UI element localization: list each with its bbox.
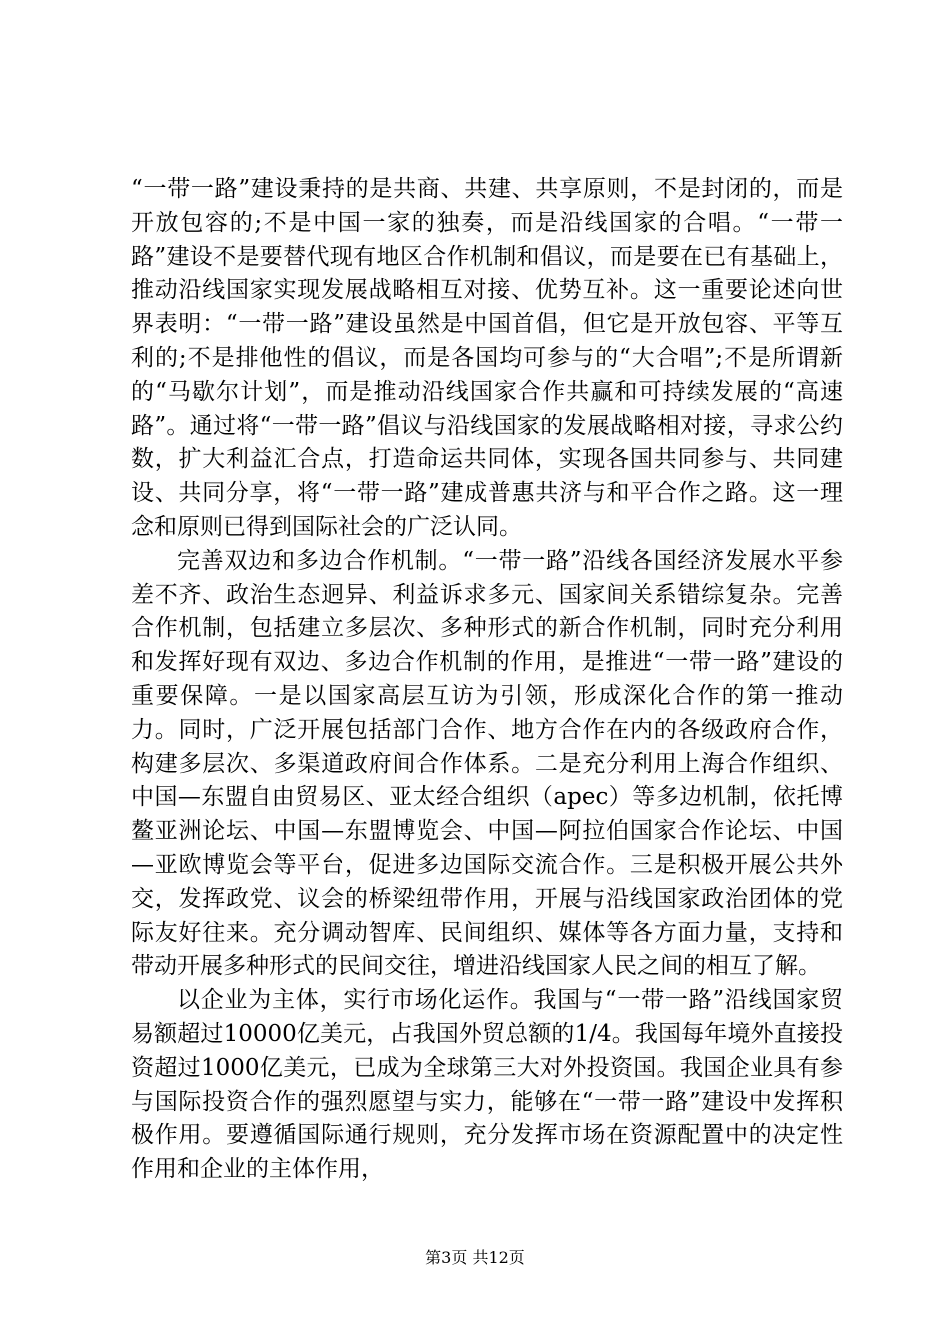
paragraph-enterprise-market: 以企业为主体，实行市场化运作。我国与“一带一路”沿线国家贸易额超过10000亿美元，占我国外贸总额的1/4。我国每年境外直接投资超过1000亿美元，已成为全球第三大对外投资国。我国企业具有参与国际投资合作的强烈愿望与实力，能够在“一带一路”建设中发挥积极作用。要遵循国际通行规则，充分发挥市场在资源配置中的决定性作用和企业的主体作用， (131, 987, 843, 1183)
page-footer: 第3页 共12页 (425, 1248, 525, 1267)
paragraph-cooperation-mechanism: 完善双边和多边合作机制。“一带一路”沿线各国经济发展水平参差不齐、政治生态迥异、利益诉求多元、国家间关系错综复杂。完善合作机制，包括建立多层次、多种形式的新合作机制，同时充分利用和发挥好现有双边、多边合作机制的作用，是推进“一带一路”建设的重要保障。一是以国家高层互访为引领，形成深化合作的第一推动力。同时，广泛开展包括部门合作、地方合作在内的各级政府合作，构建多层次、多渠道政府间合作体系。二是充分利用上海合作组织、中国—东盟自由贸易区、亚太经合组织（apec）等多边机制，依托博鳌亚洲论坛、中国—东盟博览会、中国—阿拉伯国家合作论坛、中国—亚欧博览会等平台，促进多边国际交流合作。三是积极开展公共外交，发挥政党、议会的桥梁纽带作用，开展与沿线国家政治团体的党际友好往来。充分调动智库、民间组织、媒体等各方面力量，支持和带动开展多种形式的民间交往，增进沿线国家人民之间的相互了解。 (131, 547, 843, 980)
paragraph-principles: “一带一路”建设秉持的是共商、共建、共享原则，不是封闭的，而是开放包容的;不是中国一家的独奏，而是沿线国家的合唱。“一带一路”建设不是要替代现有地区合作机制和倡议，而是要在已有基础上，推动沿线国家实现发展战略相互对接、优势互补。这一重要论述向世界表明：“一带一路”建设虽然是中国首倡，但它是开放包容、平等互利的;不是排他性的倡议，而是各国均可参与的“大合唱”;不是所谓新的“马歇尔计划”，而是推动沿线国家合作共赢和可持续发展的“高速路”。通过将“一带一路”倡议与沿线国家的发展战略相对接，寻求公约数，扩大利益汇合点，打造命运共同体，实现各国共同参与、共同建设、共同分享，将“一带一路”建成普惠共济与和平合作之路。这一理念和原则已得到国际社会的广泛认同。 (131, 176, 843, 540)
document-body (131, 173, 843, 1187)
